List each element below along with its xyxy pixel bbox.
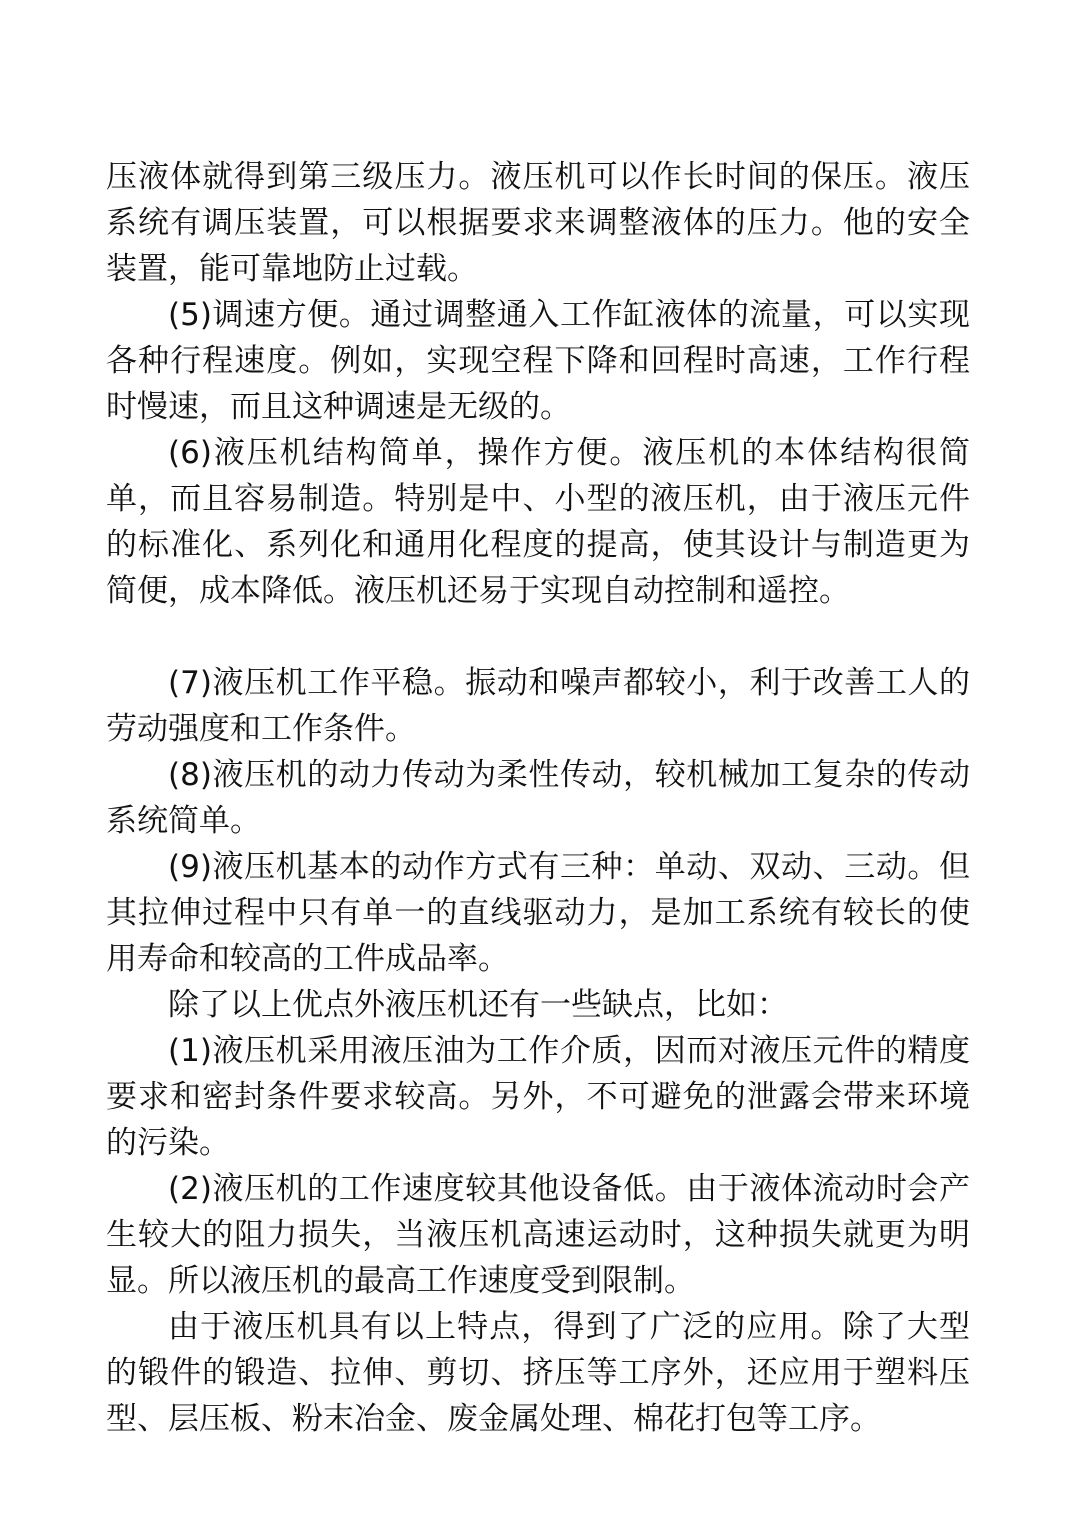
paragraph-item-9: (9)液压机基本的动作方式有三种：单动、双动、三动。但其拉伸过程中只有单一的直线驱动力，是加工系统有较长的使用寿命和较高的工件成品率。 [106, 849, 970, 977]
paragraph-item-8: (8)液压机的动力传动为柔性传动，较机械加工复杂的传动系统简单。 [106, 757, 970, 839]
paragraph-disadvantage-2: (2)液压机的工作速度较其他设备低。由于液体流动时会产生较大的阻力损失，当液压机高速运动时，这种损失就更为明显。所以液压机的最高工作速度受到限制。 [106, 1171, 970, 1299]
paragraph-disadvantages-intro: 除了以上优点外液压机还有一些缺点，比如： [168, 987, 788, 1023]
paragraph-item-7: (7)液压机工作平稳。振动和噪声都较小，利于改善工人的劳动强度和工作条件。 [106, 665, 970, 747]
paragraph-item-6: (6)液压机结构简单，操作方便。液压机的本体结构很简单，而且容易制造。特别是中、小型的液压机，由于液压元件的标准化、系列化和通用化程度的提高，使其设计与制造更为简便，成本降低。液压机还易于实现自动控制和遥控。 [106, 435, 970, 609]
paragraph-disadvantage-1: (1)液压机采用液压油为工作介质，因而对液压元件的精度要求和密封条件要求较高。另外，不可避免的泄露会带来环境的污染。 [106, 1033, 970, 1161]
paragraph-item-5: (5)调速方便。通过调整通入工作缸液体的流量，可以实现各种行程速度。例如，实现空程下降和回程时高速，工作行程时慢速，而且这种调速是无级的。 [106, 297, 970, 425]
paragraph-applications: 由于液压机具有以上特点，得到了广泛的应用。除了大型的锻件的锻造、拉伸、剪切、挤压等工序外，还应用于塑料压型、层压板、粉末冶金、废金属处理、棉花打包等工序。 [106, 1309, 970, 1437]
body-text [106, 154, 970, 1442]
paragraph-continuation: 压液体就得到第三级压力。液压机可以作长时间的保压。液压系统有调压装置，可以根据要求来调整液体的压力。他的安全装置，能可靠地防止过载。 [106, 159, 970, 287]
paragraph-spacer [106, 614, 970, 660]
